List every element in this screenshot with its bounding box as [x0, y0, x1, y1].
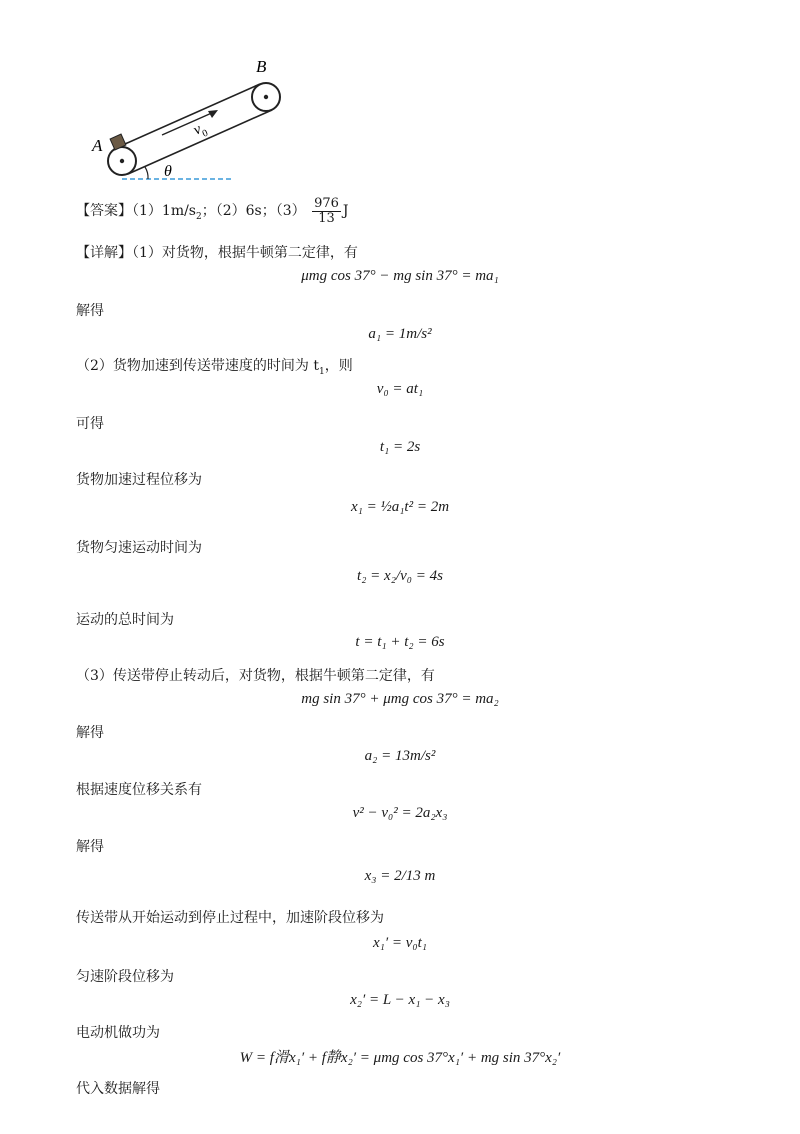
text-ke-de: 可得	[76, 416, 104, 432]
equation-14: W = f滑x₁′ + f静x₂′ = μmg cos 37°x₁′ + mg sin 37°x₂′	[239, 1050, 561, 1066]
text-belt-accel-displacement: 传送带从开始运动到停止过程中，加速阶段位移为	[76, 910, 384, 926]
equation-11: x₃ = 2/13 m	[364, 868, 436, 884]
text-motor-work: 电动机做功为	[76, 1025, 160, 1041]
answer-fraction	[312, 197, 341, 226]
text-jie-de-2: 解得	[76, 725, 104, 741]
answer-frac-den: 13	[318, 211, 335, 226]
conveyor-belt-diagram	[90, 55, 290, 185]
answer-unit-sub: 2	[196, 211, 202, 222]
equation-7: t = t₁ + t₂ = 6s	[355, 634, 445, 650]
text-belt-uniform-displacement: 匀速阶段位移为	[76, 969, 174, 985]
equation-13: x₂′ = L − x₁ − x₃	[350, 992, 450, 1008]
equation-5: x₁ = ½a₁t² = 2m	[350, 499, 450, 515]
answer-line	[76, 197, 349, 226]
equation-2: a₁ = 1m/s²	[368, 326, 432, 342]
label-v: v	[191, 121, 204, 139]
text-velocity-displacement-relation: 根据速度位移关系有	[76, 782, 202, 798]
equation-3: v₀ = at₁	[376, 381, 424, 397]
belt-bottom	[128, 110, 272, 174]
answer-frac-num: 976	[314, 196, 339, 211]
text-substitute: 代入数据解得	[76, 1081, 160, 1097]
detail-part1-line	[76, 242, 358, 262]
detail-line2-sub: 1	[318, 366, 325, 377]
equation-9: a₂ = 13m/s²	[364, 748, 436, 764]
answer-prefix: 【答案】	[76, 203, 132, 219]
label-theta: θ	[164, 163, 172, 180]
equation-4: t₁ = 2s	[379, 439, 421, 455]
text-jie-de-1: 解得	[76, 303, 104, 319]
text-accel-displacement: 货物加速过程位移为	[76, 472, 202, 488]
answer-text-2: ；（2）6s；（3）	[201, 203, 306, 219]
angle-arc	[145, 167, 148, 179]
label-a: A	[92, 136, 103, 155]
detail-part2-line	[76, 355, 353, 377]
detail-part3-line: （3）传送带停止转动后，对货物，根据牛顿第二定律，有	[76, 668, 435, 684]
equation-8: mg sin 37° + μmg cos 37° = ma₂	[301, 691, 499, 707]
equation-10: v² − v₀² = 2a₂x₃	[352, 805, 448, 821]
equation-12: x₁′ = v₀t₁	[372, 935, 428, 951]
text-total-time: 运动的总时间为	[76, 612, 174, 628]
pulley-b-axle	[264, 95, 268, 99]
equation-6: t₂ = x₂/v₀ = 4s	[357, 568, 443, 584]
text-jie-de-3: 解得	[76, 839, 104, 855]
pulley-a-axle	[120, 159, 124, 163]
detail-line1: （1）对货物，根据牛顿第二定律，有	[132, 245, 358, 261]
label-b: B	[256, 57, 267, 76]
label-v-sub: 0	[200, 127, 210, 140]
text-uniform-time: 货物匀速运动时间为	[76, 540, 202, 556]
answer-text: （1）1m/s	[132, 203, 196, 219]
detail-line2-end: ，则	[324, 358, 353, 374]
equation-1: μmg cos 37° − mg sin 37° = ma₁	[301, 268, 499, 284]
belt-top	[116, 84, 260, 148]
detail-prefix: 【详解】	[76, 245, 132, 261]
detail-line2: （2）货物加速到传送带速度的时间为 t	[76, 358, 319, 374]
answer-unit: J	[342, 203, 349, 219]
